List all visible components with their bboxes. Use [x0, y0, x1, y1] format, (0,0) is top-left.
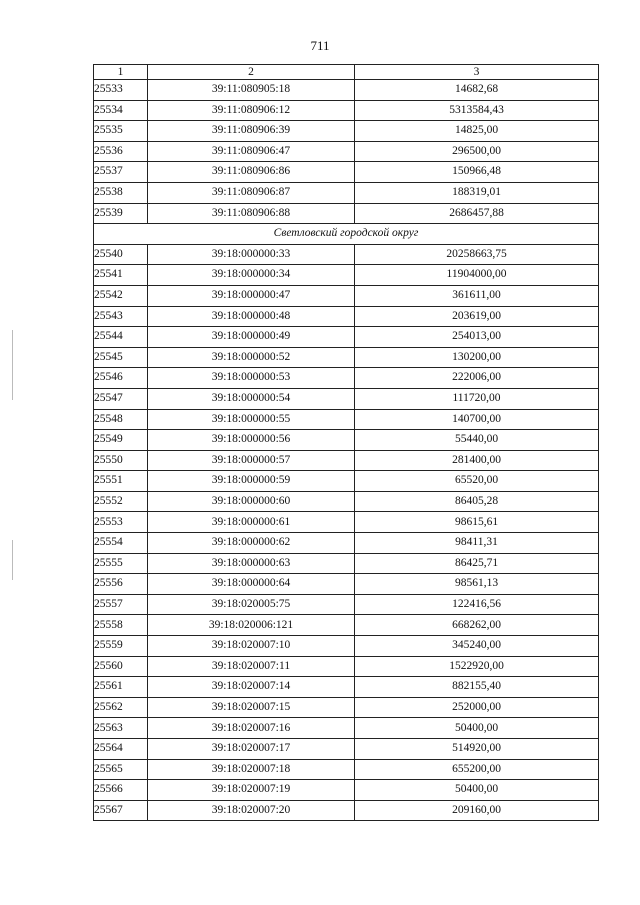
value-cell: 50400,00 — [355, 780, 599, 801]
row-number-cell: 25552 — [94, 491, 148, 512]
value-cell: 222006,00 — [355, 368, 599, 389]
table-row — [94, 739, 599, 760]
value-cell: 14682,68 — [355, 80, 599, 101]
page-number: 711 — [310, 38, 330, 53]
cadastral-number-cell: 39:18:020007:14 — [148, 677, 355, 698]
cadastral-number-cell: 39:18:000000:57 — [148, 450, 355, 471]
cadastral-number-cell: 39:18:020007:17 — [148, 739, 355, 760]
row-number-cell: 25560 — [94, 656, 148, 677]
cadastral-number-cell: 39:11:080905:18 — [148, 80, 355, 101]
value-cell: 65520,00 — [355, 471, 599, 492]
cadastral-number-cell: 39:18:000000:64 — [148, 574, 355, 595]
value-cell: 203619,00 — [355, 306, 599, 327]
column-header-3: 3 — [355, 65, 599, 80]
table-row — [94, 162, 599, 183]
cadastral-number-cell: 39:18:000000:61 — [148, 512, 355, 533]
row-number-cell: 25549 — [94, 430, 148, 451]
cadastral-number-cell: 39:18:020007:11 — [148, 656, 355, 677]
cadastral-number-cell: 39:18:020007:20 — [148, 800, 355, 821]
value-cell: 140700,00 — [355, 409, 599, 430]
table-row — [94, 533, 599, 554]
cadastral-number-cell: 39:18:000000:56 — [148, 430, 355, 451]
row-number-cell: 25558 — [94, 615, 148, 636]
cadastral-number-cell: 39:11:080906:12 — [148, 100, 355, 121]
cadastral-number-cell: 39:11:080906:88 — [148, 203, 355, 224]
value-cell: 11904000,00 — [355, 265, 599, 286]
row-number-cell: 25555 — [94, 553, 148, 574]
cadastral-number-cell: 39:18:000000:53 — [148, 368, 355, 389]
row-number-cell: 25542 — [94, 285, 148, 306]
row-number-cell: 25547 — [94, 388, 148, 409]
cadastral-number-cell: 39:18:020007:15 — [148, 697, 355, 718]
value-cell: 188319,01 — [355, 182, 599, 203]
table-row — [94, 491, 599, 512]
table-row — [94, 285, 599, 306]
value-cell: 252000,00 — [355, 697, 599, 718]
table-row — [94, 306, 599, 327]
cadastral-number-cell: 39:18:000000:47 — [148, 285, 355, 306]
cadastral-number-cell: 39:18:000000:33 — [148, 244, 355, 265]
cadastral-number-cell: 39:18:000000:63 — [148, 553, 355, 574]
section-title: Светловский городской округ — [94, 224, 599, 245]
row-number-cell: 25538 — [94, 182, 148, 203]
cadastral-number-cell: 39:18:000000:54 — [148, 388, 355, 409]
cadastral-number-cell: 39:18:000000:52 — [148, 347, 355, 368]
value-cell: 130200,00 — [355, 347, 599, 368]
value-cell: 668262,00 — [355, 615, 599, 636]
table-row — [94, 121, 599, 142]
table-body-after — [94, 244, 599, 821]
cadastral-number-cell: 39:18:020007:18 — [148, 759, 355, 780]
row-number-cell: 25537 — [94, 162, 148, 183]
value-cell: 150966,48 — [355, 162, 599, 183]
table-row — [94, 677, 599, 698]
cadastral-number-cell: 39:18:000000:49 — [148, 327, 355, 348]
row-number-cell: 25546 — [94, 368, 148, 389]
value-cell: 345240,00 — [355, 636, 599, 657]
row-number-cell: 25543 — [94, 306, 148, 327]
header-row — [94, 65, 599, 80]
table-row — [94, 182, 599, 203]
registry-table — [93, 64, 599, 821]
value-cell: 361611,00 — [355, 285, 599, 306]
value-cell: 122416,56 — [355, 594, 599, 615]
value-cell: 254013,00 — [355, 327, 599, 348]
cadastral-number-cell: 39:18:000000:34 — [148, 265, 355, 286]
table-row — [94, 512, 599, 533]
row-number-cell: 25563 — [94, 718, 148, 739]
cadastral-number-cell: 39:11:080906:39 — [148, 121, 355, 142]
cadastral-number-cell: 39:18:000000:60 — [148, 491, 355, 512]
table-row — [94, 141, 599, 162]
table-row — [94, 100, 599, 121]
value-cell: 5313584,43 — [355, 100, 599, 121]
row-number-cell: 25541 — [94, 265, 148, 286]
row-number-cell: 25544 — [94, 327, 148, 348]
cadastral-number-cell: 39:18:020007:10 — [148, 636, 355, 657]
table-row — [94, 780, 599, 801]
row-number-cell: 25539 — [94, 203, 148, 224]
value-cell: 281400,00 — [355, 450, 599, 471]
cadastral-number-cell: 39:18:000000:62 — [148, 533, 355, 554]
cadastral-number-cell: 39:11:080906:87 — [148, 182, 355, 203]
row-number-cell: 25553 — [94, 512, 148, 533]
table-row — [94, 244, 599, 265]
table-row — [94, 80, 599, 101]
table-row — [94, 759, 599, 780]
row-number-cell: 25545 — [94, 347, 148, 368]
row-number-cell: 25536 — [94, 141, 148, 162]
row-number-cell: 25557 — [94, 594, 148, 615]
value-cell: 1522920,00 — [355, 656, 599, 677]
value-cell: 98561,13 — [355, 574, 599, 595]
value-cell: 296500,00 — [355, 141, 599, 162]
scan-margin-mark — [12, 540, 13, 580]
value-cell: 209160,00 — [355, 800, 599, 821]
table-row — [94, 409, 599, 430]
row-number-cell: 25534 — [94, 100, 148, 121]
row-number-cell: 25548 — [94, 409, 148, 430]
cadastral-number-cell: 39:11:080906:86 — [148, 162, 355, 183]
row-number-cell: 25551 — [94, 471, 148, 492]
table-row — [94, 368, 599, 389]
table-row — [94, 697, 599, 718]
value-cell: 86405,28 — [355, 491, 599, 512]
cadastral-number-cell: 39:18:000000:55 — [148, 409, 355, 430]
table-row — [94, 594, 599, 615]
table-row — [94, 471, 599, 492]
table-row — [94, 327, 599, 348]
section-row — [94, 224, 599, 245]
scan-margin-mark — [12, 330, 13, 400]
cadastral-number-cell: 39:11:080906:47 — [148, 141, 355, 162]
section-body — [94, 224, 599, 245]
table-row — [94, 265, 599, 286]
cadastral-number-cell: 39:18:020007:16 — [148, 718, 355, 739]
table-row — [94, 574, 599, 595]
table-row — [94, 636, 599, 657]
row-number-cell: 25540 — [94, 244, 148, 265]
row-number-cell: 25554 — [94, 533, 148, 554]
value-cell: 98411,31 — [355, 533, 599, 554]
row-number-cell: 25561 — [94, 677, 148, 698]
value-cell: 111720,00 — [355, 388, 599, 409]
cadastral-number-cell: 39:18:020007:19 — [148, 780, 355, 801]
table-row — [94, 656, 599, 677]
table-row — [94, 615, 599, 636]
table-row — [94, 450, 599, 471]
row-number-cell: 25566 — [94, 780, 148, 801]
table-row — [94, 430, 599, 451]
value-cell: 55440,00 — [355, 430, 599, 451]
table-row — [94, 718, 599, 739]
table-row — [94, 203, 599, 224]
value-cell: 2686457,88 — [355, 203, 599, 224]
value-cell: 20258663,75 — [355, 244, 599, 265]
value-cell: 50400,00 — [355, 718, 599, 739]
column-header-2: 2 — [148, 65, 355, 80]
value-cell: 14825,00 — [355, 121, 599, 142]
value-cell: 514920,00 — [355, 739, 599, 760]
row-number-cell: 25550 — [94, 450, 148, 471]
cadastral-number-cell: 39:18:000000:59 — [148, 471, 355, 492]
row-number-cell: 25565 — [94, 759, 148, 780]
value-cell: 98615,61 — [355, 512, 599, 533]
table-row — [94, 347, 599, 368]
row-number-cell: 25567 — [94, 800, 148, 821]
cadastral-number-cell: 39:18:000000:48 — [148, 306, 355, 327]
table-body-before — [94, 80, 599, 224]
cadastral-number-cell: 39:18:020005:75 — [148, 594, 355, 615]
row-number-cell: 25564 — [94, 739, 148, 760]
row-number-cell: 25535 — [94, 121, 148, 142]
value-cell: 655200,00 — [355, 759, 599, 780]
row-number-cell: 25556 — [94, 574, 148, 595]
row-number-cell: 25533 — [94, 80, 148, 101]
column-header-1: 1 — [94, 65, 148, 80]
row-number-cell: 25562 — [94, 697, 148, 718]
table-row — [94, 553, 599, 574]
value-cell: 86425,71 — [355, 553, 599, 574]
table-row — [94, 388, 599, 409]
row-number-cell: 25559 — [94, 636, 148, 657]
cadastral-number-cell: 39:18:020006:121 — [148, 615, 355, 636]
value-cell: 882155,40 — [355, 677, 599, 698]
table-row — [94, 800, 599, 821]
